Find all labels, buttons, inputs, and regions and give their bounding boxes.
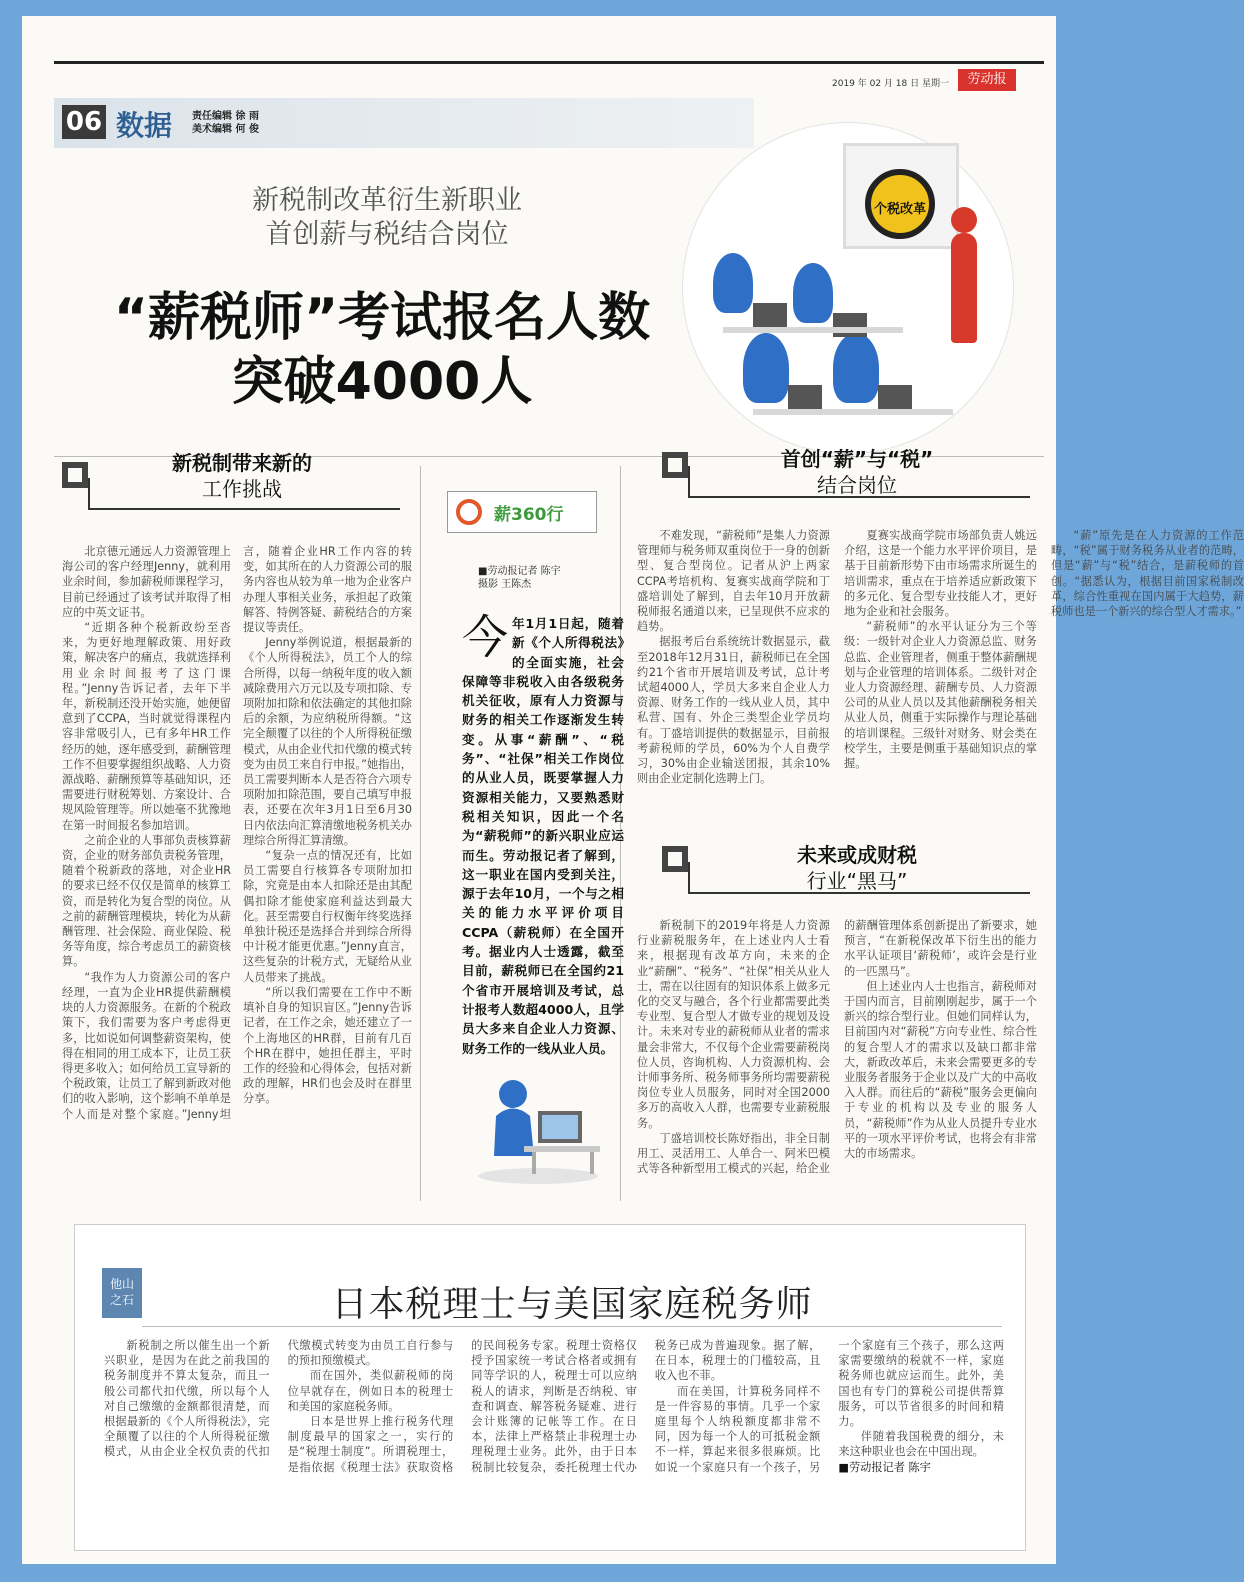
right-bottom-article-body [637,918,1037,1196]
paragraph: Jenny举例说道，根据最新的《个人所得税法》，员工个人的综合所得，以每一纳税年度的收入额减除费用六万元以及专项扣除、专项附加扣除和依法确定的其他扣除后的余额，为应纳税所得额。“这完全颠覆了以往的个人所得税征缴模式，从由企业代扣代缴的模式转变为由员工来自行申报。”她指出，员工需要判断本人是否符合六项专项附加扣除范围，要自己填写申报表，还要在次年3月1日至6月30日内依法向汇算清缴地税务机关办理综合所得汇算清缴。 [243,636,412,847]
logo-ring-icon [456,499,482,525]
subheadline-line: 首创薪与税结合岗位 [265,219,509,250]
column-tag-line: 之石 [109,1293,134,1307]
main-headline [62,286,702,414]
student-figure [833,333,879,403]
column-tag [102,1268,142,1318]
subheadline [172,184,602,252]
presenter-figure [951,207,977,233]
section-header [54,98,754,148]
tax-reform-badge: 个税改革 [865,169,935,239]
newspaper-page [22,16,1244,1564]
right-top-article-body [637,528,1244,793]
laptop [833,313,867,337]
editor-credits [192,110,259,136]
section-title-line: 未来或成财税 [797,843,917,867]
box-byline: ■劳动报记者 陈宇 [838,1460,931,1474]
editor-line: 责任编辑 徐 雨 [192,111,259,122]
drop-cap: 今 [462,610,508,664]
column-tag-line: 他山 [109,1277,134,1291]
column-logo [447,491,597,533]
subheadline-line: 新税制改革衍生新职业 [252,185,522,216]
student-figure [793,263,833,323]
presenter-figure [951,233,977,343]
section-title-line: 首创“薪”与“税” [780,447,934,471]
box-article-body [104,1338,1004,1538]
issue-date: 2019 年 02 月 18 日 星期一 [832,79,949,89]
paragraph: 不难发现，“薪税师”是集人力资源管理师与税务师双重岗位于一身的创新型、复合型岗位。记者从沪上两家CCPA考培机构、复赛实战商学院和丁盛培训处了解到，自去年10月开放薪税师报名通道以来，已呈现供不应求的趋势。 [637,529,830,634]
section-name: 数据 [116,109,173,142]
section-marker-icon [62,462,88,488]
lead-paragraph [462,610,624,1058]
column-divider [420,466,421,1201]
left-article-body [62,544,412,1194]
section-title-line: 工作挑战 [202,477,282,501]
editor-line: 美术编辑 何 俊 [192,124,259,135]
paragraph: “复杂一点的情况还有，比如员工需要自行核算各专项附加扣除，究竟是由本人扣除还是由其配偶扣除才能使家庭利益达到最大化。甚至需要自行权衡年终奖选择单独计税还是选择合并到综合所得中计税才能更优惠。”Jenny直言，这些复杂的计税方式，无疑给从业人员带来了挑战。 [243,849,412,984]
wechat-icon [892,1506,916,1528]
paragraph: 日本是世界上推行税务代理制度最早的国家之一，实行的是“税理士制度”。所谓税理士，是指依据《税理士法》获取资格的民间税务专家。税理士资格仅授予国家统一考试合格者或拥有同等学识的人，税理士可以应纳税人的请求，判断是否纳税、审查和调查、解答税务疑难、进行会计账簿的记帐等工作。在日本，法律上严格禁止非税理士办理税理士业务。此外，由于日本税制比较复杂，委托税理士代办税务已成为普遍现象。据了解，在日本，税理士的门槛较高，且收入也不菲。 [287,1339,821,1474]
paragraph: 新税制下的2019年将是人力资源行业薪税服务年，在上述业内人士看来，根据现有改革方向，未来的企业“薪酬”、“税务”、“社保”相关从业人士，需在以往固有的知识体系上做多元化的交叉与融合，各个行业都需要此类专业型、复合型人才做专业的规划及设计。未来对专业的薪税师从业者的需求量会非常大，不仅每个企业需要薪税岗位人员，咨询机构、人力资源机构、会计师事务所、税务师事务所均需要薪税岗位专业人员服务，同时对全国2000多万的高收入人群，也需要专业薪税服务。 [637,919,830,1130]
newspaper-logo: 劳动报 [958,69,1016,91]
paragraph: “近期各种个税新政纷至沓来，为更好地理解政策、用好政策，解决客户的痛点，我就选择利用业余时间报考了这门课程。”Jenny告诉记者，去年下半年，新税制还没开始实施，她便留意到了CCPA，当时就觉得课程内容非常吸引人，已有多年HR工作经历的她，逐年感受到，薪酬管理工作不但要掌握组织战略、人力资源战略、薪酬预算等基础知识，还需要进行财税筹划、方案设计、合规风险管理等。所以她毫不犹豫地在第一时间报名参加培训。 [62,621,231,832]
paragraph: 据报考后台系统统计数据显示，截至2018年12月31日，薪税师已在全国约21个省市开展培训及考试，总计考试超4000人，学员大多来自企业人力资源、财务工作的一线从业人员，其中私营、国有、外企三类型企业学员均有。丁盛培训提供的数据显示，目前报考薪税师的学员，60%为个人自费学习，30%由企业输送团报，其余10%则由企业定制化选聘上门。 [637,635,830,786]
desk [723,327,903,333]
section-title-line: 新税制带来新的 [172,451,312,475]
laptop [753,303,787,327]
student-figure [743,333,789,403]
paragraph: “所以我们需要在工作中不断填补自身的知识盲区。”Jenny告诉记者，在工作之余，她还建立了一个上海地区的HR群，目前有几百个HR在群中，她担任群主，平时工作的经验和心得体会，包括对新政的理解，HR们也会及时在群里分享。 [243,985,412,1106]
left-section-title [92,450,392,502]
top-rule [54,61,1044,64]
right-bottom-section-title [692,842,1022,894]
section-marker-icon [662,846,688,872]
byline-line: 摄影 王陈杰 [478,579,532,590]
section-number: 06 [62,105,106,139]
tax-reform-illustration [682,122,1014,454]
right-top-section-title [692,446,1022,498]
paragraph: “薪”原先是在人力资源的工作范畴，“税”属于财务税务从业者的范畴，但是“薪”与“税”结合，是薪税师的首创。“据悉认为，根据目前国家税制改革，综合性重视在国内属于大趋势，薪税师也是一个新兴的综合型人才需求。” [1051,529,1244,619]
paragraph: 夏赛实战商学院市场部负责人姚远介绍，这是一个能力水平评价项目，是基于目前新形势下由市场需求所诞生的培训需求，重点在于培养适应新政策下的多元化、复合型专业技能人才，更好地为企业和社会服务。 [844,529,1037,619]
logo-text: 薪360行 [494,505,564,525]
section-marker-icon [662,452,688,478]
paragraph: 而在国外，类似薪税师的岗位早就存在，例如日本的税理士和美国的家庭税务师。 [287,1369,454,1413]
section-title-line: 行业“黑马” [806,869,908,893]
paragraph: 而在美国，计算税务同样不是一件容易的事情。几乎一个家庭里每个人纳税额度都非常不同，因为每一个人的可抵税金额不一样，算起来很多很麻烦。比如说一个家庭只有一个孩子，另一个家庭有三个孩子，那么这两家需要缴纳的税就不一样，家庭税务师也就应运而生。此外，美国也有专门的算税公司提供帮算服务，可以节省很多的时间和精力。 [654,1339,1004,1474]
account-watermark: 薪税师 [915,1509,973,1531]
desk [753,409,953,415]
paragraph: 之前企业的人事部负责核算薪资，企业的财务部负责税务管理，随着个税新政的落地，对企业HR的要求已经不仅仅是简单的核算工资，而是转化为复合型的岗位。从之前的薪酬管理模块，转化为从薪酬管理、社会保险、商业保险、税务等角度，综合考虑员工的薪资核算。 [62,833,231,969]
headline-line: “薪税师”考试报名人数 [113,288,651,348]
laptop [788,385,822,409]
paragraph: 丁盛培训校长陈妤指出，非全日制用工、灵活用工、人单合一、阿米巴模式等各种新型用工模式的兴起，给企业的薪酬管理体系创新提出了新要求，她预言，“在新税保改革下衍生出的能力水平认证项目‘薪税师’，或许会是行业的一匹黑马”。 [637,919,1037,1176]
divider [142,1326,1002,1327]
student-figure [713,253,753,313]
paragraph: 伴随着我国税费的细分，未来这种职业也会在中国出现。 [838,1430,1004,1459]
paragraph: 但上述业内人士也指言，薪税师对于国内而言，目前刚刚起步，属于一个新兴的综合型行业。但她们同样认为，目前国内对“薪税”方向专业性、综合性的复合型人才的需求以及缺口都非常大，新政改革后，未来会需要更多的专业服务者服务于企业以及广大的中高收入人群。而往后的“薪税”服务会更偏向于专业的机构以及专业的服务人员，“薪税师”作为从业人员提升专业水平的一项水平评价考试，也将会有非常大的市场需求。 [844,979,1037,1161]
office-worker-illustration [468,1056,608,1186]
reporter-byline [478,565,561,591]
box-title: 日本税理士与美国家庭税务师 [331,1284,813,1325]
section-title-line: 结合岗位 [817,473,897,497]
paragraph: 新税制之所以催生出一个新兴职业，是因为在此之前我国的税务制度并不算太复杂，而且一般公司都代扣代缴，所以每个人对自己缴缴的金额都很清楚，而根据最新的《个人所得税法》，完全颠覆了以往的个人所得税征缴模式，从由企业全权负责的代扣代缴模式转变为由员工自行参与的预扣预缴模式。 [104,1339,454,1459]
lead-text: 年1月1日起，随着新《个人所得税法》的全面实施，社会保障等非税收入由各级税务机关征收，原有人力资源与财务的相关工作逐渐发生转变。从事“薪酬”、“税务”、“社保”相关工作岗位的从业人员，既要掌握人力资源相关能力，又要熟悉财税相关知识，因此一个名为“薪税师”的新兴职业应运而生。劳动报记者了解到，这一职业在国内受到关注，源于去年10月，一个与之相关的能力水平评价项目CCPA（薪税师）在全国开考。据业内人士透露，截至目前，薪税师已在全国约21个省市开展培训及考试，总计报考人数超4000人，且学员大多来自企业人力资源、财务工作的一线从业人员。 [462,616,624,1056]
laptop [878,385,912,409]
paragraph: 北京德元通远人力资源管理上海公司的客户经理Jenny，就利用业余时间，参加薪税师课程学习，目前已经通过了该考试并取得了相应的中英文证书。 [62,545,231,619]
paragraph: “薪税师”的水平认证分为三个等级：一级针对企业人力资源总监、财务总监、企业管理者，侧重于整体薪酬规划与企业管理的培训体系。二级针对企业人力资源经理、薪酬专员、人力资源公司的从业人员以及其他薪酬税务相关从业人员，侧重于实际操作与理论基础的培训课程。三级针对财务、财会类在校学生，主要是侧重于基础知识点的掌握。 [844,620,1037,771]
byline-line: ■劳动报记者 陈宇 [478,566,561,577]
paragraph: “我作为人力资源公司的客户经理，一直为企业HR提供薪酬模块的人力资源服务。在新的个税政策下，我们需要为客户考虑得更多，比如说如何调整薪资架构，使得在相同的用工成本下，让员工获得更多收入；如何给员工宣导新的个税政策，让员工了解到新政对他们的收入影响，这个影响不单单是个人而是对整个家庭。”Jenny坦言，随着企业HR工作内容的转变，如其所在的人力资源公司的服务内容也从较为单一地为企业客户办理人事相关业务，承担起了政策解答、特例答疑、薪税结合的方案提议等责任。 [62,545,412,1121]
headline-line: 突破4000人 [231,352,533,412]
